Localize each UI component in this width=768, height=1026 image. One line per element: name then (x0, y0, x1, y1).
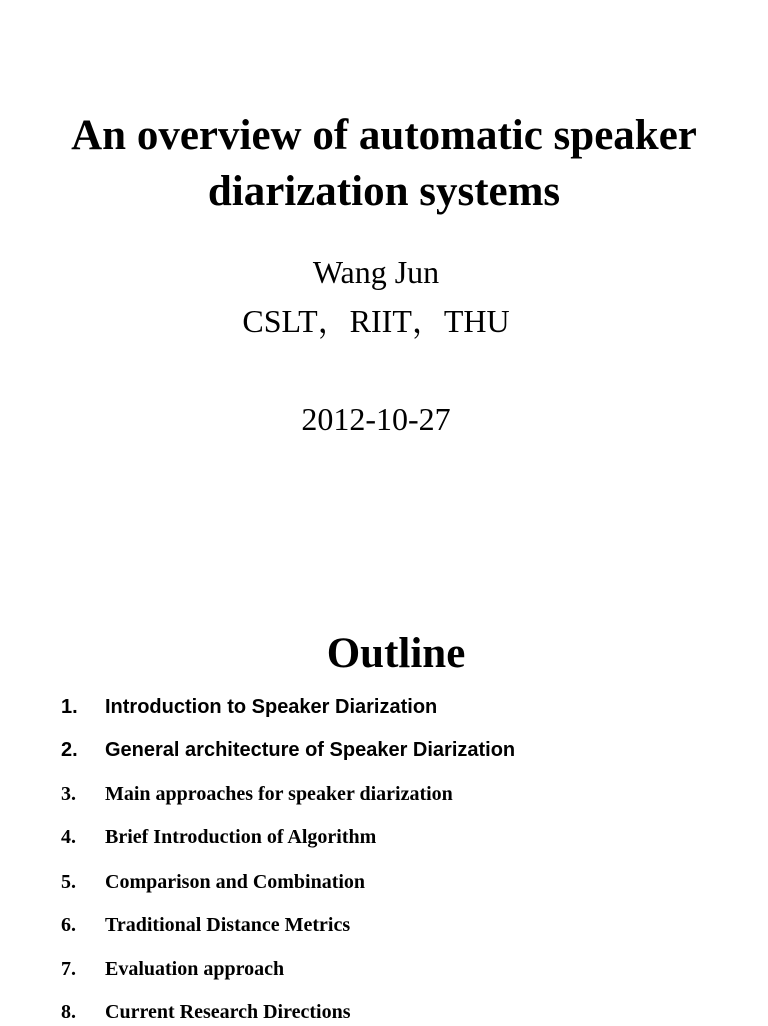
outline-item-number: 3. (61, 783, 76, 805)
outline-item-label: Comparison and Combination (105, 871, 366, 893)
author-name: Wang Jun (312, 254, 440, 290)
presentation-date: 2012-10-27 (301, 401, 451, 437)
outline-item-label: Evaluation approach (105, 958, 285, 980)
slide-title-line-2: diarization systems (207, 168, 561, 215)
outline-item-number: 7. (61, 958, 76, 980)
outline-item-label: Introduction to Speaker Diarization (105, 696, 438, 718)
outline-item (0, 911, 760, 939)
outline-item-number: 4. (61, 826, 76, 848)
outline-item (0, 780, 760, 808)
outline-heading: Outline (326, 630, 466, 677)
outline-item-number: 8. (61, 1001, 76, 1023)
slide-title (0, 108, 768, 220)
outline-item (0, 998, 760, 1026)
outline-item (0, 955, 760, 983)
outline-item-number: 6. (61, 914, 76, 936)
outline-item-label: Current Research Directions (105, 1001, 351, 1023)
outline-item (0, 693, 760, 721)
outline-item-number: 2. (61, 739, 78, 761)
outline-item-label: Brief Introduction of Algorithm (105, 826, 377, 848)
outline-item-label: Main approaches for speaker diarization (105, 783, 453, 805)
outline-item-label: General architecture of Speaker Diarization (105, 739, 516, 761)
outline-item-label: Traditional Distance Metrics (105, 914, 351, 936)
outline-item (0, 736, 760, 764)
outline-item-number: 5. (61, 871, 76, 893)
outline-item-number: 1. (61, 696, 78, 718)
slide-title-line-1: An overview of automatic speaker (71, 112, 697, 159)
outline-item (0, 868, 760, 896)
author-affiliation: CSLT，RIIT，THU (242, 303, 510, 339)
outline-item (0, 823, 760, 851)
